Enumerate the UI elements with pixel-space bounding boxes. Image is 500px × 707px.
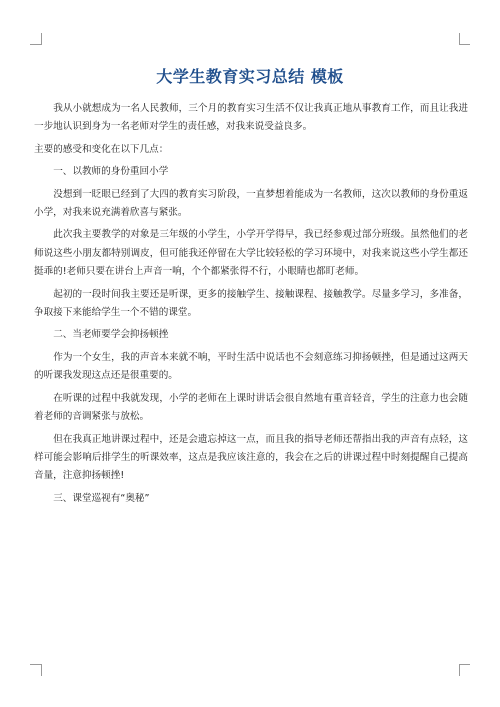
crop-mark-bottom-left-h [30,664,41,665]
paragraph: 起初的一段时间我主要还是听课，更多的接触学生、接触课程、接触教学。尽量多学习，多准备，争取接下来能给学生一个不错的课堂。 [34,288,468,319]
section-heading-1: 一、以教师的身份重回小学 [53,166,169,178]
section-heading-3: 三、课堂巡视有“奥秘” [53,492,150,504]
paragraph: 作为一个女生，我的声音本来就不响，平时生活中说话也不会刻意练习抑扬顿挫，但是通过这两天的听课我发现这点还是很重要的。 [34,351,468,382]
paragraph: 此次我主要教学的对象是三年级的小学生，小学开学得早，我已经参观过部分班级。虽然他们的老师说这些小朋友都特别调皮，但可能我还停留在大学比较轻松的学习环境中，对我来说这些小学生都还挺乖的!老师只要在讲台上声音一响，个个都紧张得不行，小眼睛也都盯老师。 [34,229,468,278]
crop-mark-top-right-h [459,44,470,45]
crop-mark-bottom-right-h [459,664,470,665]
paragraph: 没想到一眨眼已经到了大四的教育实习阶段，一直梦想着能成为一名教师，这次以教师的身份重返小学，对我来说充满着欣喜与紧张。 [34,188,468,219]
paragraph: 但在我真正地讲课过程中，还是会遗忘掉这一点，而且我的指导老师还帮指出我的声音有点轻，这样可能会影响后排学生的听课效率，这点是我应该注意的，我会在之后的讲课过程中时刻提醒自己提高音量，注意抑扬顿挫! [34,433,468,482]
crop-mark-top-right-v [459,33,460,45]
paragraph-intro: 我从小就想成为一名人民教师，三个月的教育实习生活不仅让我真正地从事教育工作，而且让我进一步地认识到身为一名老师对学生的责任感，对我来说受益良多。 [34,103,468,133]
section-heading-2: 二、当老师要学会抑扬顿挫 [53,329,169,341]
crop-mark-top-left-v [41,33,42,45]
paragraph: 在听课的过程中我就发现，小学的老师在上课时讲话会很自然地有重音轻音，学生的注意力也会随着老师的音调紧张与放松。 [34,392,468,423]
crop-mark-bottom-right-v [459,664,460,676]
crop-mark-top-left-h [30,44,41,45]
crop-mark-bottom-left-v [41,664,42,676]
paragraph-summary-lead: 主要的感受和变化在以下几点： [34,143,169,155]
document-body [34,100,468,512]
document-title: 大学生教育实习总结 模板 [156,67,344,86]
